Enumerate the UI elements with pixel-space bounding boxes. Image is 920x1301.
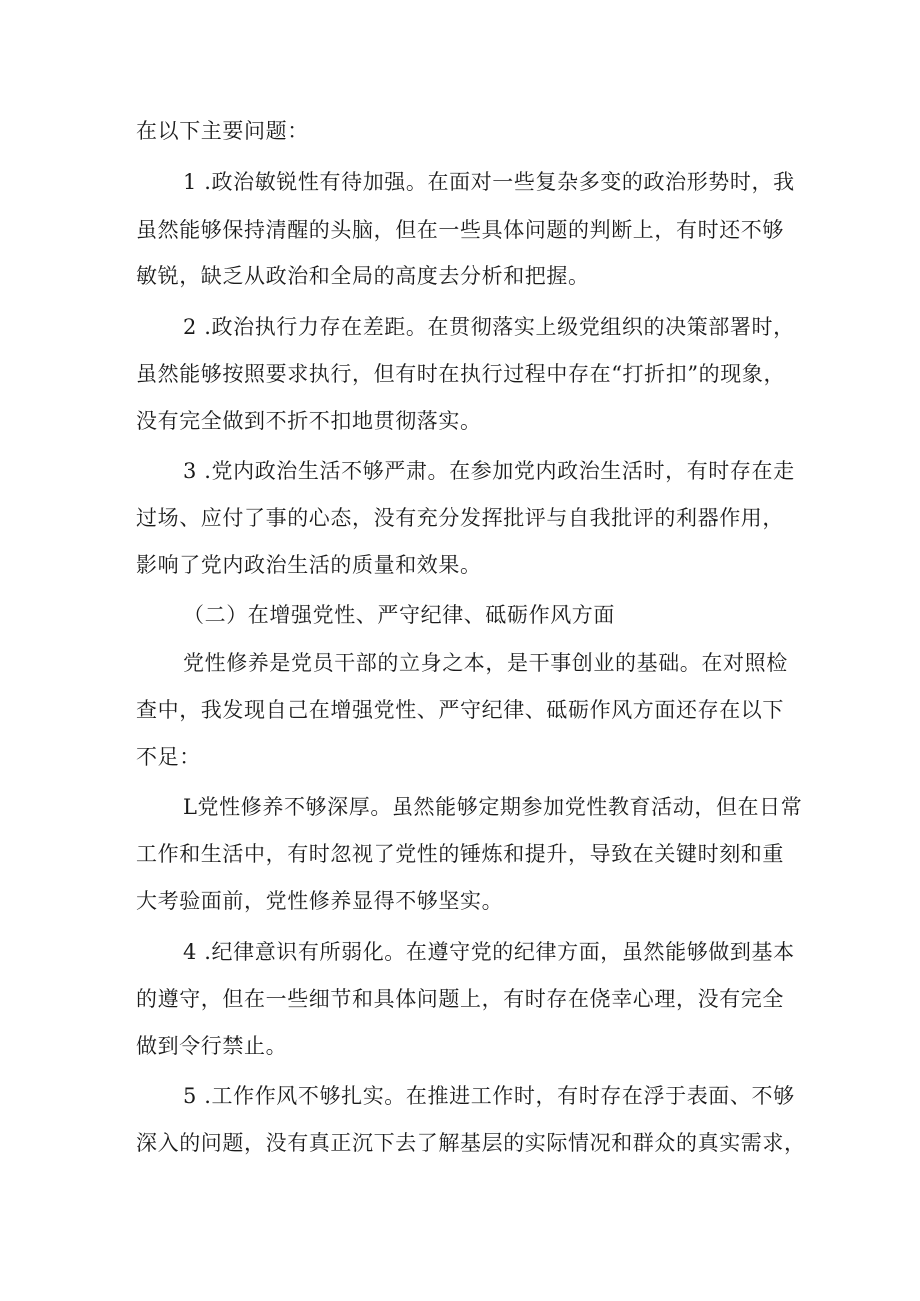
list-item-5-line: 5 .工作作风不够扎实。在推进工作时，有时存在浮于表面、不够: [183, 1084, 795, 1108]
text-line: 在以下主要问题：: [136, 119, 309, 143]
text-line: 深入的问题，没有真正沉下去了解基层的实际情况和群众的真实需求，: [136, 1131, 806, 1155]
text-line: 做到令行禁止。: [136, 1034, 288, 1058]
text-line: 影响了党内政治生活的质量和效果。: [136, 553, 482, 577]
list-item-1-line: 1 .政治敏锐性有待加强。在面对一些复杂多变的政治形势时，我: [183, 170, 795, 194]
text-line: 工作和生活中，有时忽视了党性的锤炼和提升，导致在关键时刻和重: [136, 842, 784, 866]
text-line: 虽然能够按照要求执行，但有时在执行过程中存在“打折扣”的现象，: [136, 362, 786, 386]
paragraph-start-line: 党性修养是党员干部的立身之本，是干事创业的基础。在对照检: [183, 651, 788, 675]
list-item-2-line: 2 .政治执行力存在差距。在贯彻落实上级党组织的决策部署时，: [183, 315, 795, 339]
section-heading: （二）在增强党性、严守纪律、砥砺作风方面: [183, 603, 615, 627]
text-line: 敏锐，缺乏从政治和全局的高度去分析和把握。: [136, 264, 590, 288]
text-line: 没有完全做到不折不扣地贯彻落实。: [136, 409, 482, 433]
text-line: 大考验面前，党性修养显得不够坚实。: [136, 889, 504, 913]
list-item-3-line: 3 .党内政治生活不够严肃。在参加党内政治生活时，有时存在走: [183, 459, 795, 483]
text-line: 虽然能够保持清醒的头脑，但在一些具体问题的判断上，有时还不够: [136, 218, 784, 242]
text-line: 的遵守，但在一些细节和具体问题上，有时存在侥幸心理，没有完全: [136, 987, 784, 1011]
list-item-4-line: 4 .纪律意识有所弱化。在遵守党的纪律方面，虽然能够做到基本: [183, 940, 795, 964]
text-line: 过场、应付了事的心态，没有充分发挥批评与自我批评的利器作用，: [136, 506, 784, 530]
list-item-l-line: L党性修养不够深厚。虽然能够定期参加党性教育活动，但在日常: [183, 795, 803, 819]
text-line: 不足：: [136, 745, 201, 769]
text-line: 查中，我发现自己在增强党性、严守纪律、砥砺作风方面还存在以下: [136, 698, 784, 722]
